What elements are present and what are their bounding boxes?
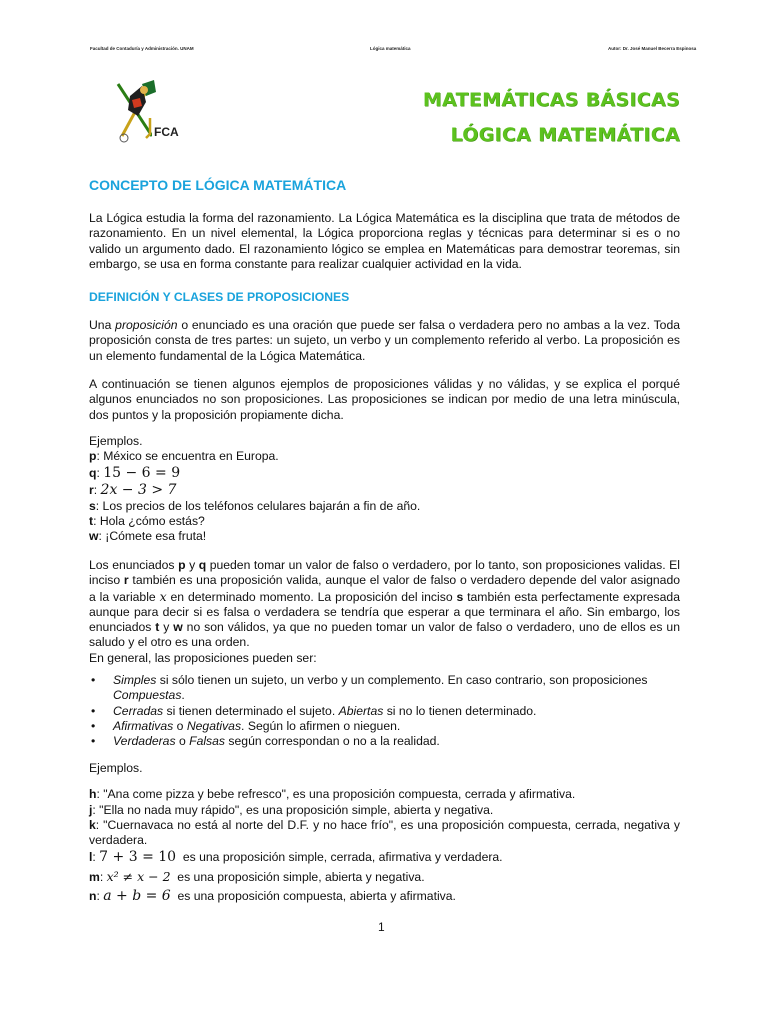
section2-paragraph-1: Una proposición o enunciado es una oración que puede ser falsa o verdadera pero no ambas a la vez. Toda proposición consta de tres partes: un sujeto, un verbo y un complemento referido al verbo. La proposición es un elemento fundamental de la Lógica Matemática. bbox=[89, 318, 681, 363]
header-institution: Facultad de Contaduría y Administración. UNAM bbox=[90, 46, 194, 51]
examples-label: Ejemplos. bbox=[89, 434, 143, 448]
section1-paragraph: La Lógica estudia la forma del razonamiento. La Lógica Matemática es la disciplina que trata de métodos de razonamiento. En un nivel elemental, la Lógica proporciona reglas y técnicas para determinar si es o no valido un argumento dado. El razonamiento lógico se emplea en Matemáticas para demostrar teoremas, sin embargo, se usa en forma constante para realizar cualquier actividad en la vida. bbox=[89, 211, 680, 271]
example-p: p: México se encuentra en Europa. bbox=[89, 449, 279, 464]
example-h: h: "Ana come pizza y bebe refresco", es una proposición compuesta, cerrada y afirmativa. bbox=[89, 787, 576, 802]
example-r: r: 2x − 3 > 7 bbox=[89, 481, 177, 498]
term-proposicion: proposición bbox=[115, 318, 178, 332]
section2-paragraph-3: Los enunciados p y q pueden tomar un valor de falso o verdadero, por lo tanto, son proposiciones validas. El inciso r también es una proposición valida, aunque el valor de falso o verdadero depende del valor asignado a la variable x en determinado momento. La proposición del inciso s también esta perfectamente expresada aunque para decir si es falsa o verdadera se tendría que esperar a que terminara el año. Sin embargo, los enunciados t y w no son válidos, ya que no pueden tomar un valor de falso o verdadero, uno de ellos es un saludo y el otro es una orden. En general, las proposiciones pueden ser: bbox=[89, 558, 680, 665]
example-q: q: 15 − 6 = 9 bbox=[89, 464, 181, 481]
example-s: s: Los precios de los teléfonos celulares bajarán a fin de año. bbox=[89, 498, 421, 513]
examples-block-1 bbox=[89, 434, 680, 544]
logo-text: FCA bbox=[154, 125, 179, 139]
section1-body bbox=[89, 211, 680, 272]
page-number: 1 bbox=[378, 920, 385, 934]
classification-list bbox=[89, 673, 680, 749]
examples-block-2 bbox=[89, 761, 680, 906]
list-item: • Cerradas si tienen determinado el sujeto. Abiertas si no lo tienen determinado. bbox=[89, 704, 680, 719]
list-item: • Simples si sólo tienen un sujeto, un verbo y un complemento. En caso contrario, son proposiciones Compuestas. bbox=[89, 673, 680, 704]
example-t: t: Hola ¿cómo estás? bbox=[89, 513, 205, 528]
examples2-label: Ejemplos. bbox=[89, 761, 143, 775]
section2-paragraph-4: En general, las proposiciones pueden ser: bbox=[89, 650, 317, 665]
example-w: w: ¡Cómete esa fruta! bbox=[89, 529, 207, 544]
example-n: n: a + b = 6 es una proposición compuesta, abierta y afirmativa. bbox=[89, 888, 456, 905]
list-item: • Afirmativas o Negativas. Según lo afirmen o nieguen. bbox=[89, 719, 680, 734]
section2-heading: DEFINICIÓN Y CLASES DE PROPOSICIONES bbox=[89, 290, 350, 304]
section2-paragraph-2: A continuación se tienen algunos ejemplos de proposiciones válidas y no válidas, y se explica el porqué algunos enunciados no son proposiciones. Las proposiciones se indican por medio de una letra minúscula, dos puntos y la proposición propiamente dicha. bbox=[89, 377, 680, 422]
brand-subtitle: LÓGICA MATEMÁTICA bbox=[450, 124, 680, 146]
list-item: • Verdaderas o Falsas según correspondan o no a la realidad. bbox=[89, 734, 680, 749]
fca-logo bbox=[112, 76, 192, 146]
example-j: j: "Ella no nada muy rápido", es una proposición simple, abierta y negativa. bbox=[89, 802, 494, 817]
header-subject: Lógica matemática bbox=[370, 46, 411, 51]
section1-heading: CONCEPTO DE LÓGICA MATEMÁTICA bbox=[89, 177, 347, 193]
example-m: m: x² ≠ x − 2 es una proposición simple, abierta y negativa. bbox=[89, 869, 425, 885]
example-k: k: "Cuernavaca no está al norte del D.F. y no hace frío", es una proposición compuesta, cerrada, negativa y verdadera. bbox=[89, 817, 680, 848]
brand-title: MATEMÁTICAS BÁSICAS bbox=[422, 89, 680, 111]
header-author: Autor: Dr. José Manuel Becerra Espinosa bbox=[608, 46, 697, 51]
example-l: l: 7 + 3 = 10 es una proposición simple, cerrada, afirmativa y verdadera. bbox=[89, 849, 503, 866]
